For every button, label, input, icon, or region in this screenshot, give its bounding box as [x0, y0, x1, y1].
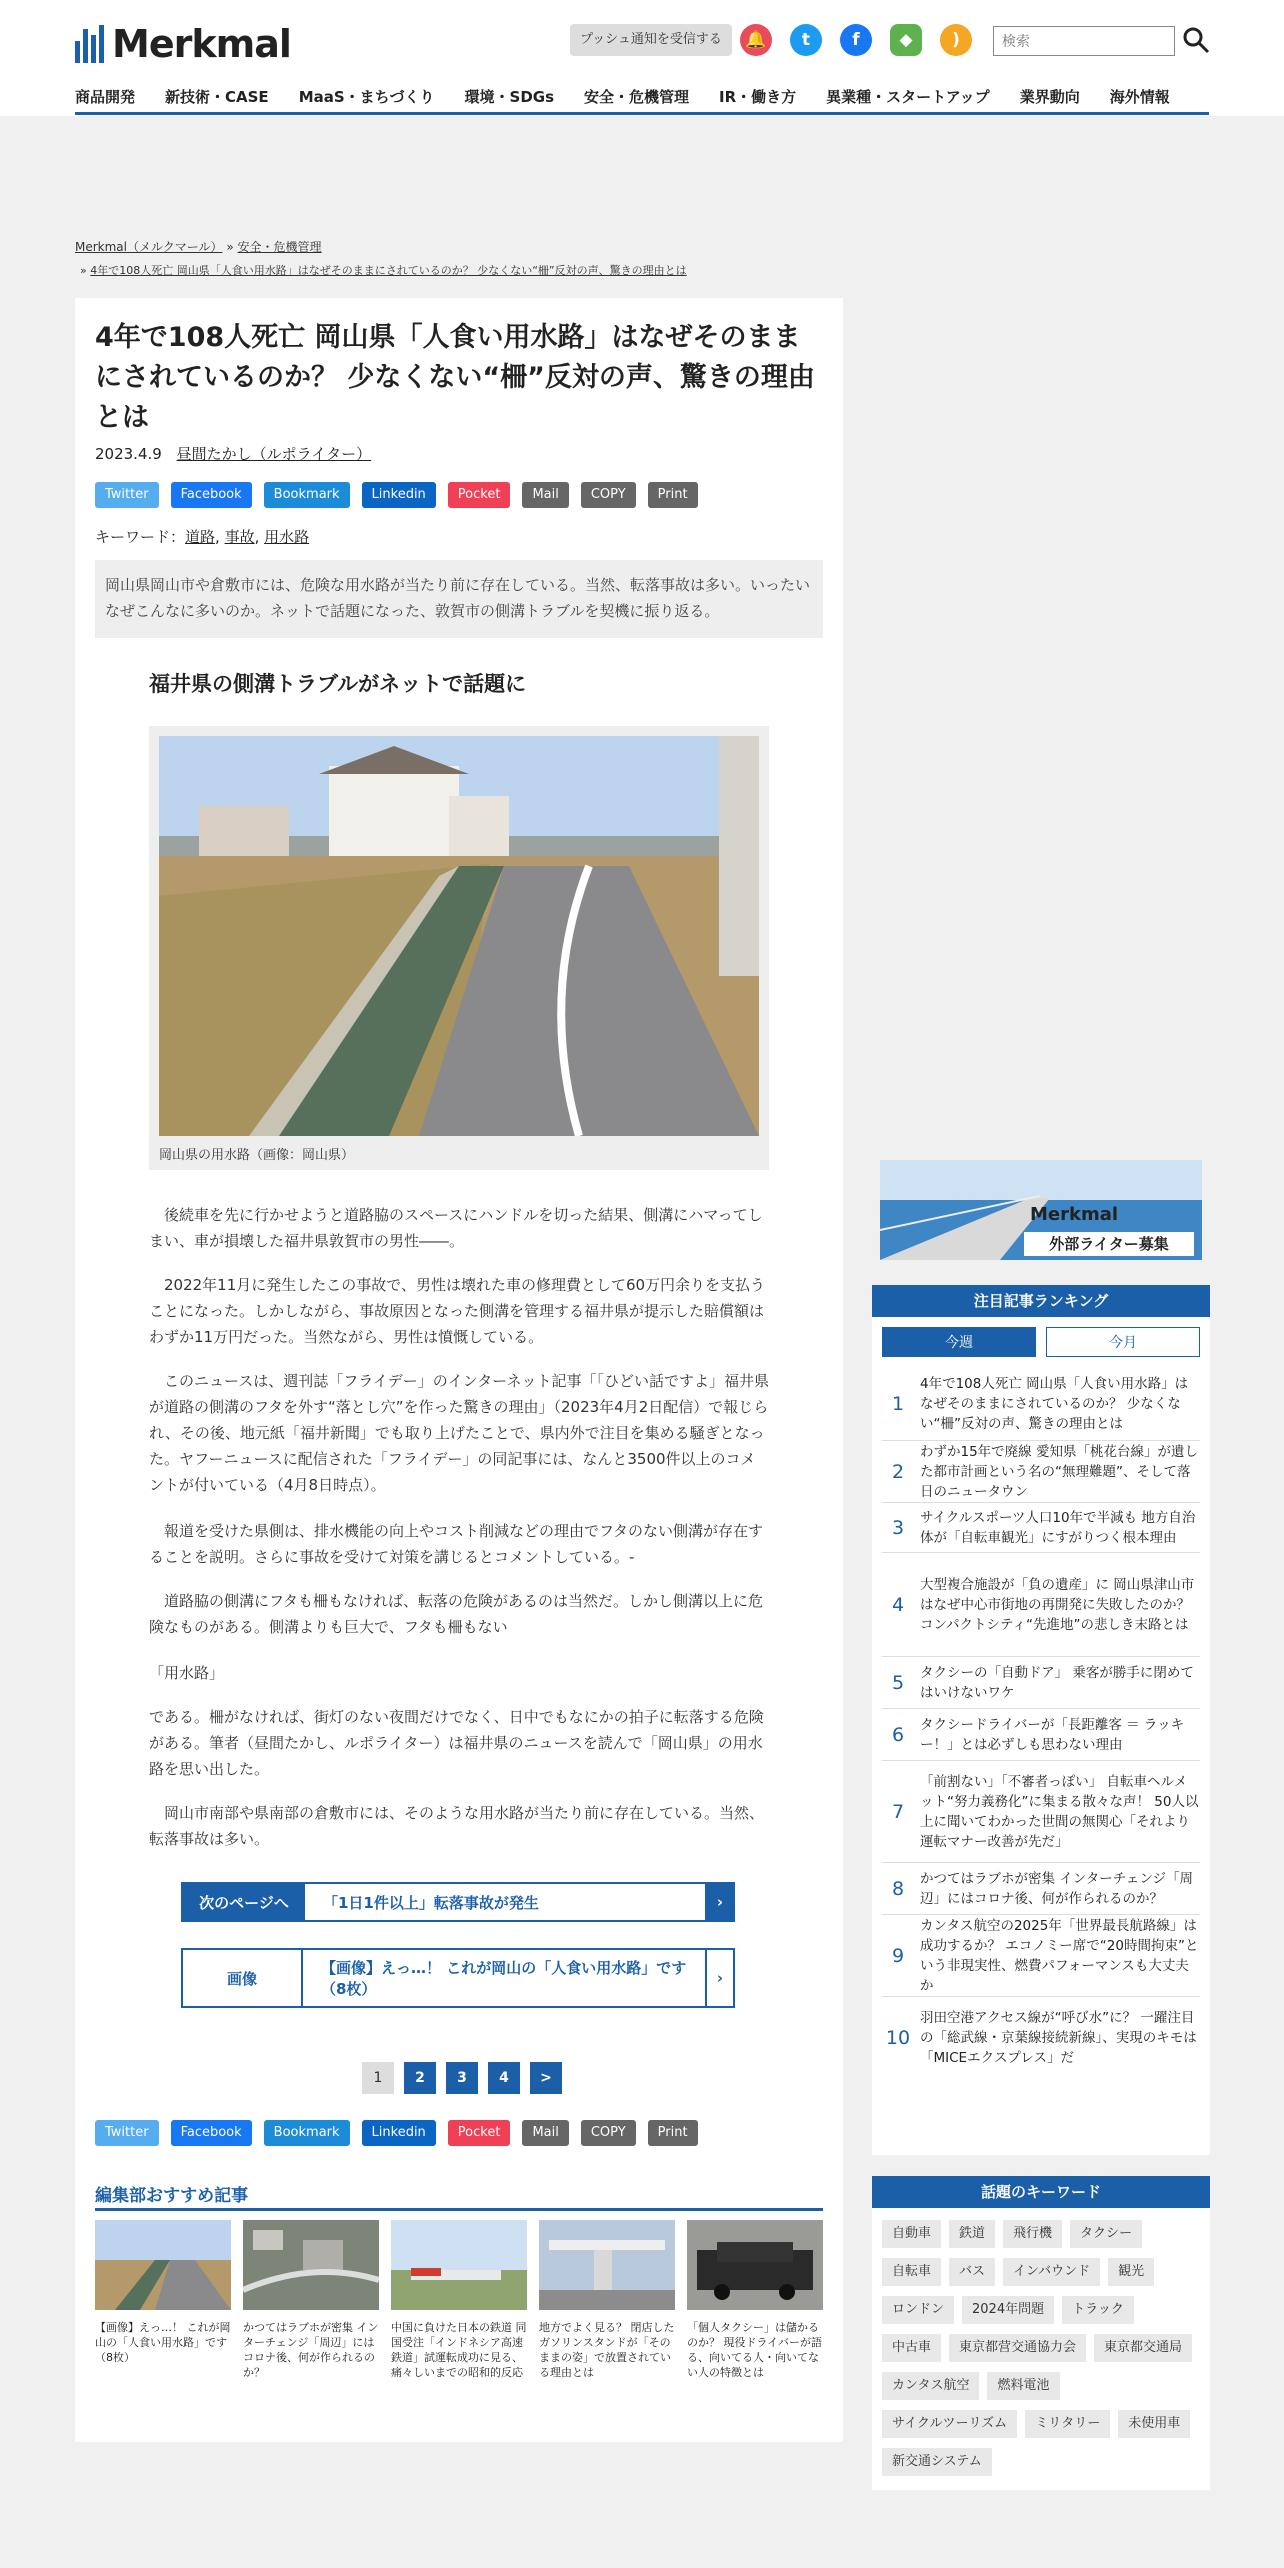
share-pocket-button[interactable]: Pocket [448, 482, 511, 508]
keyword-tag[interactable]: サイクルツーリズム [882, 2410, 1017, 2438]
page-next[interactable]: > [530, 2062, 562, 2094]
recommend-title: 編集部おすすめ記事 [95, 2186, 249, 2206]
chevron-right-icon: › [705, 1950, 733, 2006]
photo-caption: 岡山県の用水路（画像：岡山県） [159, 1148, 355, 1163]
chevron-right-icon: › [705, 1884, 733, 1920]
share-facebook-button[interactable]: Facebook [171, 2120, 252, 2146]
page-2[interactable]: 2 [404, 2062, 436, 2094]
nav-item-tech[interactable]: 新技術・CASE [165, 88, 269, 106]
keyword-tag[interactable]: 中古車 [882, 2334, 941, 2362]
article-photo[interactable] [159, 736, 759, 1136]
keyword-tag[interactable]: 観光 [1108, 2258, 1154, 2286]
share-twitter-button[interactable]: Twitter [95, 2120, 159, 2146]
share-print-button[interactable]: Print [648, 482, 698, 508]
keyword-tag[interactable]: ロンドン [882, 2296, 954, 2324]
keyword-tag[interactable]: トラック [1062, 2296, 1134, 2324]
article-paragraph: 後続車を先に行かせようと道路脇のスペースにハンドルを切った結果、側溝にハマってしまい、車が損壊した福井県敦賀市の男性――。 [149, 1206, 763, 1250]
article-paragraph: 岡山市南部や県南部の倉敷市には、そのような用水路が当たり前に存在している。当然、転落事故は多い。 [149, 1804, 765, 1848]
main-nav [75, 86, 1200, 107]
page-3[interactable]: 3 [446, 2062, 478, 2094]
nav-item-overseas[interactable]: 海外情報 [1109, 88, 1170, 106]
recommend-thumbnail [243, 2220, 379, 2310]
rss-icon[interactable]: ) [940, 24, 972, 56]
push-notification-button[interactable]: プッシュ通知を受信する [570, 24, 732, 56]
ranking-tabs [882, 1327, 1200, 1357]
breadcrumb-current-link[interactable]: 4年で108人死亡 岡山県「人食い用水路」はなぜそのままにされているのか？ 少なくない“柵”反対の声、驚きの理由とは [90, 264, 687, 277]
recommend-divider [95, 2208, 823, 2211]
keyword-link[interactable]: 道路 [185, 528, 216, 546]
keyword-tag[interactable]: 鉄道 [949, 2220, 995, 2248]
share-bar-bottom [95, 2120, 698, 2146]
nav-item-industry[interactable]: 業界動向 [1019, 88, 1080, 106]
search-icon[interactable] [1182, 26, 1210, 54]
recommend-item-title: 地方でよく見る？ 閉店したガソリンスタンドが「そのままの姿」で放置されている理由とは [539, 2321, 675, 2379]
share-pocket-button[interactable]: Pocket [448, 2120, 511, 2146]
ranking-title: 注目記事ランキング [872, 1285, 1210, 1317]
article-lead: 岡山県岡山市や倉敷市には、危険な用水路が当たり前に存在している。当然、転落事故は多い。いったいなぜこんなに多いのか。ネットで話題になった、敦賀市の側溝トラブルを契機に振り返る。 [95, 560, 823, 638]
keyword-tag[interactable]: 東京都交通局 [1094, 2334, 1192, 2362]
image-gallery-label: 画像 [183, 1950, 303, 2006]
nav-item-maas[interactable]: MaaS・まちづくり [298, 88, 435, 106]
tab-week[interactable]: 今週 [882, 1327, 1036, 1357]
article-meta [95, 443, 371, 464]
ranking-item[interactable]: 8 かつてはラブホが密集 インターチェンジ「周辺」にはコロナ後、何が作られるのか？ [882, 1863, 1200, 1915]
nav-item-product[interactable]: 商品開発 [75, 88, 136, 106]
image-gallery-title: 【画像】えっ…！ これが岡山の「人食い用水路」です（8枚） [321, 1959, 687, 1998]
image-gallery-button[interactable] [181, 1948, 735, 2008]
ranking-item[interactable]: 7 「前割ない」「不審者っぽい」 自転車ヘルメット“努力義務化”に集まる散々な声！ 50人以上に聞いてわかった世間の無関心「それより運転マナー改善が先だ」 [882, 1761, 1200, 1863]
pagination [362, 2062, 562, 2094]
article-paragraph: 報道を受けた県側は、排水機能の向上やコスト削減などの理由でフタのない側溝が存在することを説明。さらに事故を受けて対策を講じるとコメントしている。- [149, 1522, 763, 1566]
recommend-item-title: 「個人タクシー」は儲かるのか？ 現役ドライバーが語る、向いてる人・向いてない人の特徴とは [687, 2321, 822, 2379]
keyword-tag[interactable]: 未使用車 [1118, 2410, 1190, 2438]
ranking-item[interactable]: 3 サイクルスポーツ人口10年で半減も 地方自治体が「自転車観光」にすがりつく根本理由 [882, 1503, 1200, 1553]
bell-icon[interactable]: 🔔 [740, 24, 772, 56]
ranking-item[interactable]: 5 タクシーの「自動ドア」 乗客が勝手に閉めてはいけないワケ [882, 1657, 1200, 1709]
share-bookmark-button[interactable]: Bookmark [264, 482, 350, 508]
share-mail-button[interactable]: Mail [522, 2120, 568, 2146]
keyword-tag[interactable]: 新交通システム [882, 2448, 992, 2476]
ranking-box [872, 1285, 1210, 2155]
share-bar-top [95, 482, 698, 508]
recommend-item-title: かつてはラブホが密集 インターチェンジ「周辺」にはコロナ後、何が作られるのか？ [243, 2321, 379, 2379]
keyword-tag[interactable]: 自動車 [882, 2220, 941, 2248]
site-logo[interactable] [75, 22, 291, 66]
keyword-tag[interactable]: 燃料電池 [987, 2372, 1059, 2400]
recommend-thumbnail [95, 2220, 231, 2310]
keyword-tag[interactable]: 自転車 [882, 2258, 941, 2286]
feedly-icon[interactable]: ◆ [890, 24, 922, 56]
section-heading: 福井県の側溝トラブルがネットで話題に [149, 672, 527, 696]
nav-divider [75, 112, 1209, 115]
search-input[interactable] [993, 26, 1175, 56]
topic-keywords-title: 話題のキーワード [872, 2176, 1210, 2208]
logo-text: Merkmal [112, 22, 291, 66]
ranking-item[interactable]: 2 わずか15年で廃線 愛知県「桃花台線」が遺した都市計画という名の“無理難題”、そして落日のニュータウン [882, 1441, 1200, 1503]
next-page-label: 次のページへ [183, 1884, 305, 1920]
share-bookmark-button[interactable]: Bookmark [264, 2120, 350, 2146]
site-header [0, 0, 1284, 116]
recommend-item[interactable] [687, 2220, 823, 2380]
nav-item-sdgs[interactable]: 環境・SDGs [464, 88, 555, 106]
breadcrumb-category[interactable]: 安全・危機管理 [237, 240, 322, 254]
recommend-thumbnail [391, 2220, 527, 2310]
banner-label: 外部ライター募集 [1024, 1232, 1194, 1256]
keyword-tag[interactable]: ミリタリー [1025, 2410, 1110, 2438]
page-4[interactable]: 4 [488, 2062, 520, 2094]
ranking-item[interactable]: 1 4年で108人死亡 岡山県「人食い用水路」はなぜそのままにされているのか？ 少なくない“柵”反対の声、驚きの理由とは [882, 1367, 1200, 1441]
topic-keywords-box [872, 2176, 1210, 2490]
recommend-thumbnail [539, 2220, 675, 2310]
breadcrumb-home[interactable]: Merkmal（メルクマール） [75, 240, 223, 254]
page-1[interactable]: 1 [362, 2062, 394, 2094]
recommend-item[interactable] [243, 2220, 379, 2380]
recommend-item[interactable] [539, 2220, 675, 2380]
keyword-tag[interactable]: 東京都营交通協力会 [949, 2334, 1086, 2362]
keyword-link[interactable]: 事故 [224, 528, 255, 546]
recommend-item-title: 【画像】えっ…！ これが岡山の「人食い用水路」です（8枚） [95, 2321, 231, 2364]
recommend-item-title: 中国に負けた日本の鉄道 同国受注「インドネシア高速鉄道」試運転成功に見る、痛々しいまでの昭和的反応 [391, 2321, 527, 2379]
tab-month[interactable]: 今月 [1046, 1327, 1200, 1357]
recommend-item[interactable] [391, 2220, 527, 2380]
share-print-button[interactable]: Print [648, 2120, 698, 2146]
article-author[interactable]: 昼間たかし（ルポライター） [176, 445, 372, 463]
share-copy-button[interactable]: COPY [581, 2120, 636, 2146]
breadcrumb: Merkmal（メルクマール） » 安全・危機管理 [75, 240, 322, 254]
keyword-tag[interactable]: 飛行機 [1003, 2220, 1062, 2248]
nav-item-startup[interactable]: 異業種・スタートアップ [826, 88, 990, 106]
facebook-icon[interactable]: f [840, 24, 872, 56]
next-page-button[interactable] [181, 1882, 735, 1922]
share-mail-button[interactable]: Mail [522, 482, 568, 508]
ranking-item[interactable]: 4 大型複合施設が「負の遺産」に 岡山県津山市はなぜ中心市街地の再開発に失敗したのか？ コンパクトシティ“先進地”の悲しき末路とは [882, 1553, 1200, 1657]
article-paragraph: である。柵がなければ、街灯のない夜間だけでなく、日中でもなにかの拍子に転落する危険がある。筆者（昼間たかし、ルポライター）は福井県のニュースを読んで「岡山県」の用水路を思い出した。 [149, 1708, 764, 1778]
keyword-tag[interactable]: カンタス航空 [882, 2372, 979, 2400]
ranking-item[interactable]: 10 羽田空港アクセス線が“呼び水”に？ 一躍注目の「総武線・京葉線接続新線」、実現のキモは「MICEエクスプレス」だ [885, 2010, 1197, 2066]
article-paragraph: 道路脇の側溝にフタも柵もなければ、転落の危険があるのは当然だ。しかし側溝以上に危険なものがある。側溝よりも巨大で、フタも柵もない [149, 1592, 763, 1636]
ranking-item[interactable]: 6 タクシードライバーが「長距離客 ＝ ラッキー！」とは必ずしも思わない理由 [882, 1709, 1200, 1761]
recommend-item[interactable] [95, 2220, 231, 2365]
share-linkedin-button[interactable]: Linkedin [362, 2120, 436, 2146]
banner-logo: Merkmal [1030, 1204, 1119, 1225]
keyword-tag[interactable]: バス [949, 2258, 995, 2286]
article-paragraph: 2022年11月に発生したこの事故で、男性は壊れた車の修理費として60万円余りを支払うことになった。しかしながら、事故原因となった側溝を管理する福井県が提示した賠償額はわずか11万円だった。当然ながら、男性は憤慨している。 [149, 1276, 766, 1346]
article-keywords: キーワード：道路, 事故, 用水路 [95, 528, 310, 546]
share-copy-button[interactable]: COPY [581, 482, 636, 508]
share-twitter-button[interactable]: Twitter [95, 482, 159, 508]
keyword-link[interactable]: 用水路 [264, 528, 310, 546]
writer-recruit-banner[interactable] [880, 1160, 1202, 1260]
keyword-tag[interactable]: インバウンド [1003, 2258, 1100, 2286]
article [75, 298, 843, 2442]
nav-item-ir[interactable]: IR・働き方 [719, 88, 797, 106]
article-title: 4年で108人死亡 岡山県「人食い用水路」はなぜそのままにされているのか？ 少なくない“柵”反対の声、驚きの理由とは [95, 322, 815, 433]
photo-figure [149, 726, 769, 1170]
recommend-thumbnail [687, 2220, 823, 2310]
share-facebook-button[interactable]: Facebook [171, 482, 252, 508]
keyword-tag[interactable]: タクシー [1070, 2220, 1142, 2248]
next-page-title: 「1日1件以上」転落事故が発生 [323, 1893, 539, 1912]
keyword-tag[interactable]: 2024年問題 [962, 2296, 1054, 2324]
twitter-icon[interactable]: t [790, 24, 822, 56]
ranking-item[interactable]: 9 カンタス航空の2025年「世界最長航路線」は成功するか？ エコノミー席で“20時間拘束”という非現実性、燃費パフォーマンスも大丈夫か [882, 1915, 1200, 1997]
breadcrumb-current: » 4年で108人死亡 岡山県「人食い用水路」はなぜそのままにされているのか？ 少なくない“柵”反対の声、驚きの理由とは [80, 264, 687, 277]
share-linkedin-button[interactable]: Linkedin [362, 482, 436, 508]
article-paragraph: このニュースは、週刊誌「フライデー」のインターネット記事「「ひどい話ですよ」福井県が道路の側溝のフタを外す“落とし穴”を作った驚きの理由」（2023年4月2日配信）で報じられ、その後、地元紙「福井新聞」でも取り上げたことで、県内外で注目を集める騒ぎとなった。ヤフーニュースに配信された「フライデー」の同記事には、なんと3500件以上のコメントが付いている（4月8日時点）。 [149, 1372, 769, 1494]
article-paragraph: 「用水路」 [149, 1664, 225, 1682]
logo-mark-icon [75, 25, 104, 63]
nav-item-safety[interactable]: 安全・危機管理 [584, 88, 690, 106]
article-date: 2023.4.9 [95, 445, 162, 463]
keyword-tags [882, 2220, 1200, 2476]
